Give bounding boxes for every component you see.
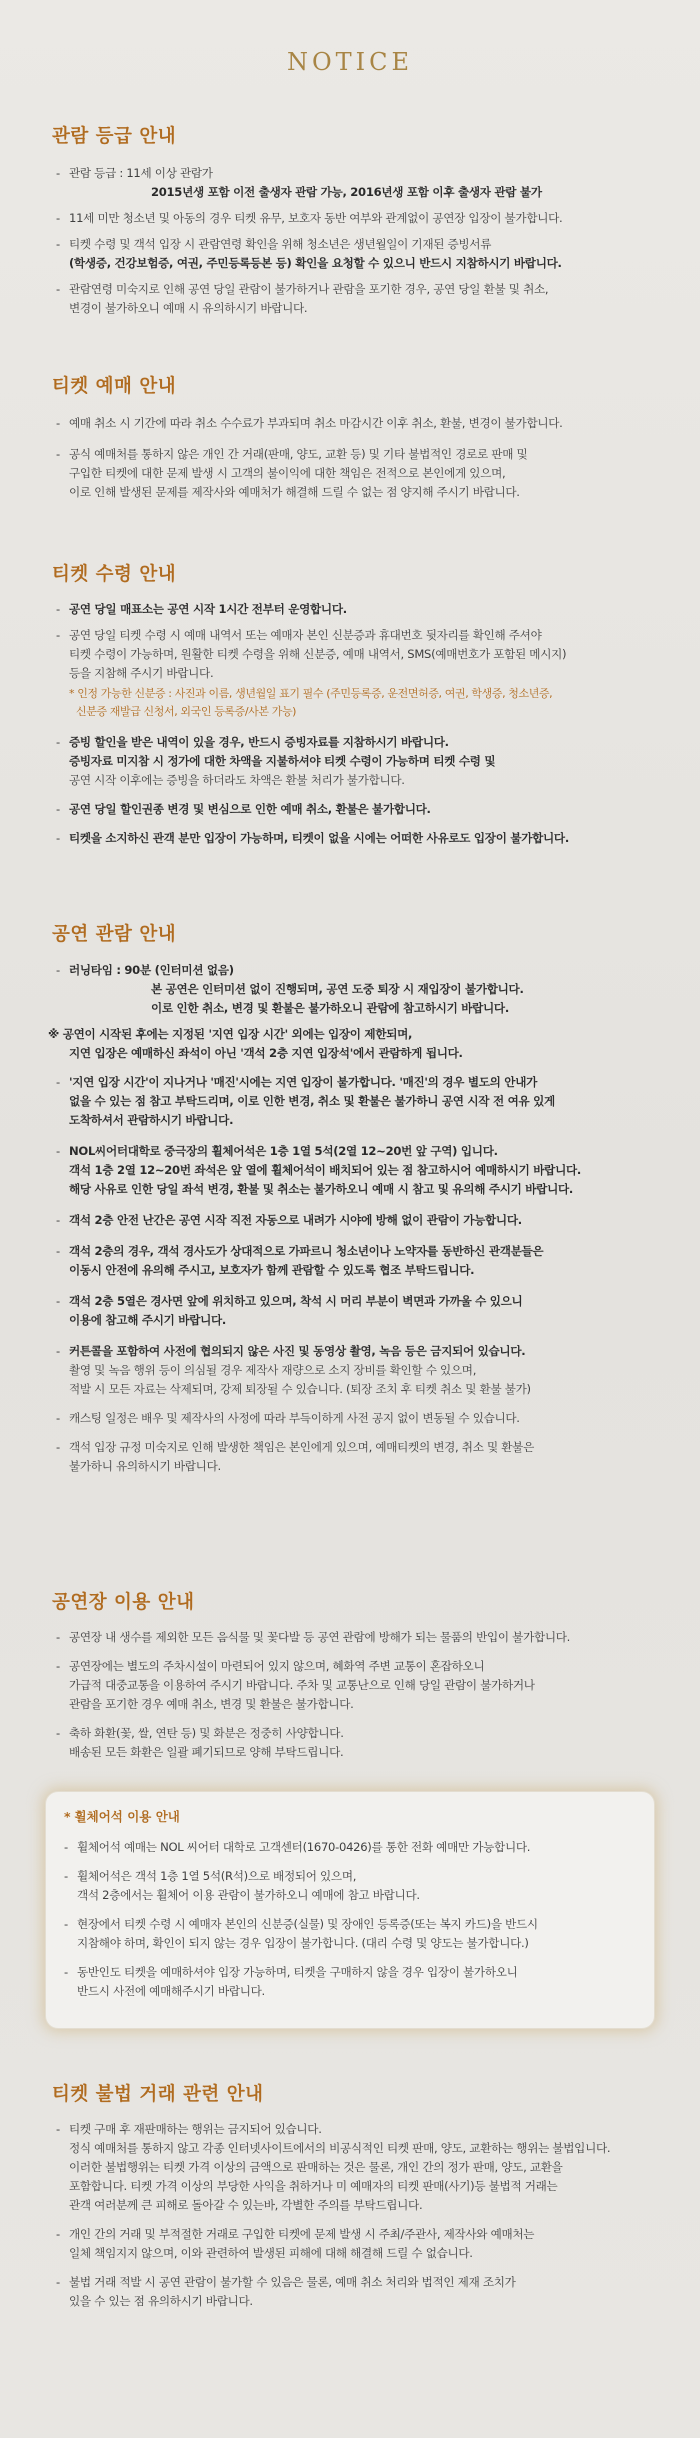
viewing-item-8: - 객석 입장 규정 미숙지로 인해 발생한 책임은 본인에게 있으며, 예매티켓의 변경, 취소 및 환불은 불가하니 유의하시기 바랍니다. (56, 1438, 656, 1476)
id-card-note: * 인정 가능한 신분증 : 사진과 이름, 생년월일 표기 필수 (주민등록증, 운전면허증, 여권, 학생증, 청소년증, 신분증 재발급 신청서, 외국인 등록증/사본 가능) (69, 687, 553, 718)
wheelchair-item-3: - 현장에서 티켓 수령 시 예매자 본인의 신분증(실물) 및 장애인 등록증(또는 복지 카드)을 반드시 지참해야 하며, 확인이 되지 않는 경우 입장이 불가합니다. (대리 수령 및 양도는 불가합니다.) (64, 1915, 644, 1953)
pickup-list (56, 600, 656, 855)
wheelchair-list (64, 1838, 644, 2008)
grade-item-2: - 11세 미만 청소년 및 아동의 경우 티켓 유무, 보호자 동반 여부와 관계없이 공연장 입장이 불가합니다. (56, 209, 656, 228)
booking-item-1: - 예매 취소 시 기간에 따라 취소 수수료가 부과되며 취소 마감시간 이후 취소, 환불, 변경이 불가합니다. (56, 414, 656, 433)
viewing-item-5: - 객석 2층 5열은 경사면 앞에 위치하고 있으며, 착석 시 머리 부분이 벽면과 가까울 수 있으니 이용에 참고해 주시기 바랍니다. (56, 1292, 656, 1330)
heading-illegal: 티켓 불법 거래 관련 안내 (52, 2084, 264, 2105)
late-entry-note: ※ 공연이 시작된 후에는 지정된 '지연 입장 시간' 외에는 입장이 제한되며, 지연 입장은 예매하신 좌석이 아닌 '객석 2층 지연 입장석'에서 관람하게 됩니다. (48, 1027, 463, 1060)
pickup-item-4: - 공연 당일 할인권종 변경 및 변심으로 인한 예매 취소, 환불은 불가합니다. (56, 800, 656, 819)
pickup-item-1: - 공연 당일 매표소는 공연 시작 1시간 전부터 운영합니다. (56, 600, 656, 619)
grade-item-4: - 관람연령 미숙지로 인해 공연 당일 관람이 불가하거나 관람을 포기한 경우, 공연 당일 환불 및 취소, 변경이 불가하오니 예매 시 유의하시기 바랍니다. (56, 280, 656, 318)
wheelchair-item-1: - 휠체어석 예매는 NOL 씨어터 대학로 고객센터(1670-0426)를 통한 전화 예매만 가능합니다. (64, 1838, 644, 1857)
booking-list (56, 414, 656, 509)
viewing-item-6: - 커튼콜을 포함하여 사전에 협의되지 않은 사진 및 동영상 촬영, 녹음 등은 금지되어 있습니다. 촬영 및 녹음 행위 등이 의심될 경우 제작사 재량으로 소지 장비를 확인할 수 있으며, 적발 시 모든 자료는 삭제되며, 강제 퇴장될 수 있습니다. (퇴장 조치 후 티켓 취소 및 환불 불가) (56, 1342, 656, 1399)
pickup-item-2: - 공연 당일 티켓 수령 시 예매 내역서 또는 예매자 본인 신분증과 휴대번호 뒷자리를 확인해 주셔야 티켓 수령이 가능하며, 원활한 티켓 수령을 위해 신분증, 예매 내역서, SMS(예매번호가 포함된 메시지) 등을 지참해 주시기 바랍니다. (56, 626, 656, 683)
venue-item-1: - 공연장 내 생수를 제외한 모든 음식물 및 꽃다발 등 공연 관람에 방해가 되는 물품의 반입이 불가합니다. (56, 1628, 656, 1647)
viewing-item-4: - 객석 2층의 경우, 객석 경사도가 상대적으로 가파르니 청소년이나 노약자를 동반하신 관객분들은 이동시 안전에 유의해 주시고, 보호자가 함께 관람할 수 있도록 협조 부탁드립니다. (56, 1242, 656, 1280)
venue-item-2: - 공연장에는 별도의 주차시설이 마련되어 있지 않으며, 혜화역 주변 교통이 혼잡하오니 가급적 대중교통을 이용하여 주시기 바랍니다. 주차 및 교통난으로 인해 당일 관람이 불가하거나 관람을 포기한 경우 예매 취소, 변경 및 환불은 불가합니다. (56, 1657, 656, 1714)
illegal-item-1: - 티켓 구매 후 재판매하는 행위는 금지되어 있습니다. 정식 예매처를 통하지 않고 각종 인터넷사이트에서의 비공식적인 티켓 판매, 양도, 교환하는 행위는 불법입니다. 이러한 불법행위는 티켓 가격 이상의 금액으로 판매하는 것은 물론, 개인 간의 정가 판매, 양도, 교환을 포함합니다. 티켓 가격 이상의 부당한 사익을 취하거나 미 예매자의 티켓 판매(사기)등 불법적 거래는 관객 여러분께 큰 피해로 돌아갈 수 있는바, 각별한 주의를 부탁드립니다. (56, 2120, 656, 2215)
grade-list (56, 164, 656, 325)
heading-viewing: 공연 관람 안내 (52, 924, 177, 945)
grade-item-1: - 관람 등급 : 11세 이상 관람가 2015년생 포함 이전 출생자 관람 가능, 2016년생 포함 이후 출생자 관람 불가 (56, 164, 656, 202)
wheelchair-item-2: - 휠체어석은 객석 1층 1열 5석(R석)으로 배정되어 있으며, 객석 2층에서는 휠체어 이용 관람이 불가하오니 예매에 참고 바랍니다. (64, 1867, 644, 1905)
booking-item-2: - 공식 예매처를 통하지 않은 개인 간 거래(판매, 양도, 교환 등) 및 기타 불법적인 경로로 판매 및 구입한 티켓에 대한 문제 발생 시 고객의 불이익에 대한 책임은 전적으로 본인에게 있으며, 이로 인해 발생된 문제를 제작사와 예매처가 해결해 드릴 수 없는 점 양지해 주시기 바랍니다. (56, 445, 656, 502)
notice-title: NOTICE (286, 48, 414, 76)
heading-booking: 티켓 예매 안내 (52, 376, 177, 397)
wheelchair-title: * 휠체어석 이용 안내 (64, 1809, 180, 1824)
viewing-item-1: - '지연 입장 시간'이 지나거나 '매진'시에는 지연 입장이 불가합니다. '매진'의 경우 별도의 안내가 없을 수 있는 점 참고 부탁드리며, 이로 인한 변경, 취소 및 환불은 불가하니 공연 시작 전 여유 있게 도착하셔서 관람하시기 바랍니다. (56, 1073, 656, 1130)
pickup-item-3: - 증빙 할인을 받은 내역이 있을 경우, 반드시 증빙자료를 지참하시기 바랍니다. 증빙자료 미지참 시 정가에 대한 차액을 지불하셔야 티켓 수령이 가능하며 티켓 수령 및 공연 시작 이후에는 증빙을 하더라도 차액은 환불 처리가 불가합니다. (56, 733, 656, 790)
venue-list (56, 1628, 656, 1769)
viewing-item-2: - NOL씨어터대학로 중극장의 휠체어석은 1층 1열 5석(2열 12~20번 앞 구역) 입니다. 객석 1층 2열 12~20번 좌석은 앞 열에 휠체어석이 배치되어 있는 점 참고하시어 예매하시기 바랍니다. 해당 사유로 인한 당일 좌석 변경, 환불 및 취소는 불가하오니 예매 시 참고 및 유의해 주시기 바랍니다. (56, 1142, 656, 1199)
illegal-item-2: - 개인 간의 거래 및 부적절한 거래로 구입한 티켓에 문제 발생 시 주최/주관사, 제작사와 예매처는 일체 책임지지 않으며, 이와 관련하여 발생된 피해에 대해 해결해 드릴 수 없습니다. (56, 2225, 656, 2263)
venue-item-3: - 축하 화환(꽃, 쌀, 연탄 등) 및 화분은 정중히 사양합니다. 배송된 모든 화환은 일괄 폐기되므로 양해 부탁드립니다. (56, 1724, 656, 1762)
pickup-item-5: - 티켓을 소지하신 관객 분만 입장이 가능하며, 티켓이 없을 시에는 어떠한 사유로도 입장이 불가합니다. (56, 829, 656, 848)
heading-pickup: 티켓 수령 안내 (52, 564, 177, 585)
running-time: - 러닝타임 : 90분 (인터미션 없음) 본 공연은 인터미션 없이 진행되며, 공연 도중 퇴장 시 재입장이 불가합니다. 이로 인한 취소, 변경 및 환불은 불가하오니 관람에 참고하시기 바랍니다. (56, 961, 656, 1018)
heading-grade: 관람 등급 안내 (52, 126, 177, 147)
illegal-list (56, 2120, 656, 2318)
asterisk-icon: * (64, 1809, 71, 1824)
viewing-list (48, 961, 656, 1483)
viewing-item-3: - 객석 2층 안전 난간은 공연 시작 직전 자동으로 내려가 시야에 방해 없이 관람이 가능합니다. (56, 1211, 656, 1230)
wheelchair-item-4: - 동반인도 티켓을 예매하셔야 입장 가능하며, 티켓을 구매하지 않을 경우 입장이 불가하오니 반드시 사전에 예매해주시기 바랍니다. (64, 1963, 644, 2001)
viewing-item-7: - 캐스팅 일정은 배우 및 제작사의 사정에 따라 부득이하게 사전 공지 없이 변동될 수 있습니다. (56, 1409, 656, 1428)
illegal-item-3: - 불법 거래 적발 시 공연 관람이 불가할 수 있음은 물론, 예매 취소 처리와 법적인 제재 조치가 있을 수 있는 점 유의하시기 바랍니다. (56, 2273, 656, 2311)
grade-item-3: - 티켓 수령 및 객석 입장 시 관람연령 확인을 위해 청소년은 생년월일이 기재된 증빙서류 (학생증, 건강보험증, 여권, 주민등록등본 등) 확인을 요청할 수 있으니 반드시 지참하시기 바랍니다. (56, 235, 656, 273)
heading-venue: 공연장 이용 안내 (52, 1592, 195, 1613)
